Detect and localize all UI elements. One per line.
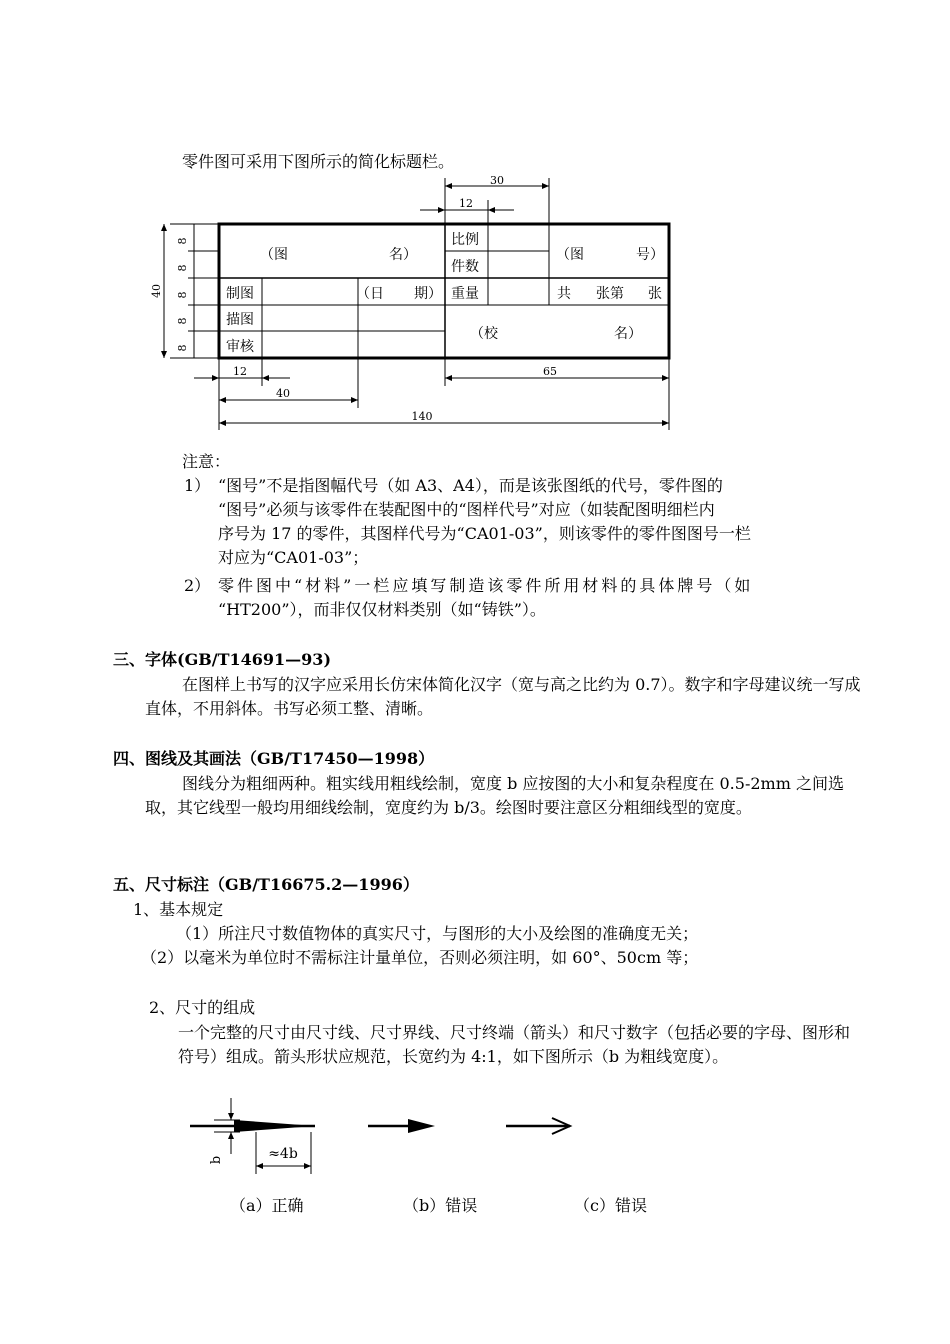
cell-qi: 期） xyxy=(414,286,442,302)
cell-xiao-ming: 名） xyxy=(614,326,642,342)
arrow-c-wrong xyxy=(506,1118,570,1134)
note-2-line: 零件图中“材料”一栏应填写制造该零件所用材料的具体牌号（如 xyxy=(218,576,754,595)
dim-40-vertical: 40 xyxy=(150,284,163,298)
dim-bottom-40: 40 xyxy=(276,387,290,400)
section-5-body: 一个完整的尺寸由尺寸线、尺寸界线、尺寸终端（箭头）和尺寸数字（包括必要的字母、图形和符号）组成。箭头形状应规范，长宽约为 4:1，如下图所示（b 为粗线宽度）。 xyxy=(178,1023,851,1066)
cell-zhang-di: 张第 xyxy=(596,286,624,302)
dim-bottom-140: 140 xyxy=(411,410,433,423)
intro-text: 零件图可采用下图所示的简化标题栏。 xyxy=(182,152,455,171)
dim-row-8: 8 xyxy=(176,317,189,325)
caption-c: （c）错误 xyxy=(574,1196,647,1215)
cell-ming: 名） xyxy=(389,247,417,263)
section-4-body: 图线分为粗细两种。粗实线用粗线绘制，宽度 b 应按图的大小和复杂程度在 0.5-2mm 之间选取，其它线型一般均用细线绘制，宽度约为 b/3。绘图时要注意区分粗细线型的宽度。 xyxy=(145,774,844,817)
cell-zhongliang: 重量 xyxy=(451,286,479,302)
note-2-line: “HT200”），而非仅仅材料类别（如“铸铁”）。 xyxy=(218,600,546,619)
dim-row-8: 8 xyxy=(176,291,189,299)
cell-zhitu: 制图 xyxy=(226,286,254,302)
section-4-heading: 四、图线及其画法（GB/T17450—1998） xyxy=(113,749,435,768)
b-label: b xyxy=(209,1155,224,1165)
section-5-sub-2: 2、尺寸的组成 xyxy=(149,998,256,1017)
cell-tuhao-right: 号） xyxy=(636,247,664,263)
dim-row-8: 8 xyxy=(176,237,189,245)
caption-b: （b）错误 xyxy=(403,1196,478,1215)
notes-heading: 注意： xyxy=(182,452,231,471)
cell-zhang: 张 xyxy=(648,286,662,302)
cell-ri: （日 xyxy=(356,286,384,302)
dim-row-8: 8 xyxy=(176,264,189,272)
section-3-body: 在图样上书写的汉字应采用长仿宋体简化汉字（宽与高之比约为 0.7）。数字和字母建议统一写成直体，不用斜体。书写必须工整、清晰。 xyxy=(145,675,861,718)
cell-miaotu: 描图 xyxy=(226,312,254,328)
cell-gong: 共 xyxy=(557,286,571,302)
note-1-line: “图号”必须与该零件在装配图中的“图样代号”对应（如装配图明细栏内 xyxy=(218,500,715,519)
arrow-diagram xyxy=(0,1090,950,1180)
section-5-heading: 五、尺寸标注（GB/T16675.2—1996） xyxy=(113,875,419,894)
dim-bottom-12: 12 xyxy=(233,365,247,378)
cell-jianshu: 件数 xyxy=(451,259,479,275)
cell-shenhe: 审核 xyxy=(226,339,254,355)
title-block-diagram xyxy=(0,172,950,452)
caption-a: （a）正确 xyxy=(230,1196,304,1215)
note-2-number: 2） xyxy=(184,576,211,595)
note-1-number: 1） xyxy=(184,476,211,495)
dim-row-8: 8 xyxy=(176,344,189,352)
cell-bili: 比例 xyxy=(451,232,479,248)
note-1-line: 序号为 17 的零件，其图样代号为“CA01-03”，则该零件的零件图图号一栏 xyxy=(218,524,751,543)
dim-bottom-65: 65 xyxy=(543,365,557,378)
length-label: ≈4b xyxy=(268,1146,298,1162)
cell-tu: （图 xyxy=(260,247,288,263)
section-3-heading: 三、字体(GB/T14691—93) xyxy=(113,650,332,669)
note-1-line: 对应为“CA01-03”； xyxy=(218,548,369,567)
section-5-item-2: （2）以毫米为单位时不需标注计量单位，否则必须注明，如 60°、50cm 等； xyxy=(141,948,699,967)
cell-tuhao-left: （图 xyxy=(556,247,584,263)
section-5-item-1: （1）所注尺寸数值物体的真实尺寸，与图形的大小及绘图的准确度无关； xyxy=(176,924,699,943)
arrow-a-correct xyxy=(190,1098,315,1174)
note-1-line: “图号”不是指图幅代号（如 A3、A4），而是该张图纸的代号，零件图的 xyxy=(218,476,723,495)
cell-xiao: （校 xyxy=(470,326,498,342)
section-5-sub-1: 1、基本规定 xyxy=(133,900,224,919)
dim-30: 30 xyxy=(490,174,504,187)
arrow-b-wrong xyxy=(368,1119,435,1133)
dim-top-12: 12 xyxy=(459,197,473,210)
